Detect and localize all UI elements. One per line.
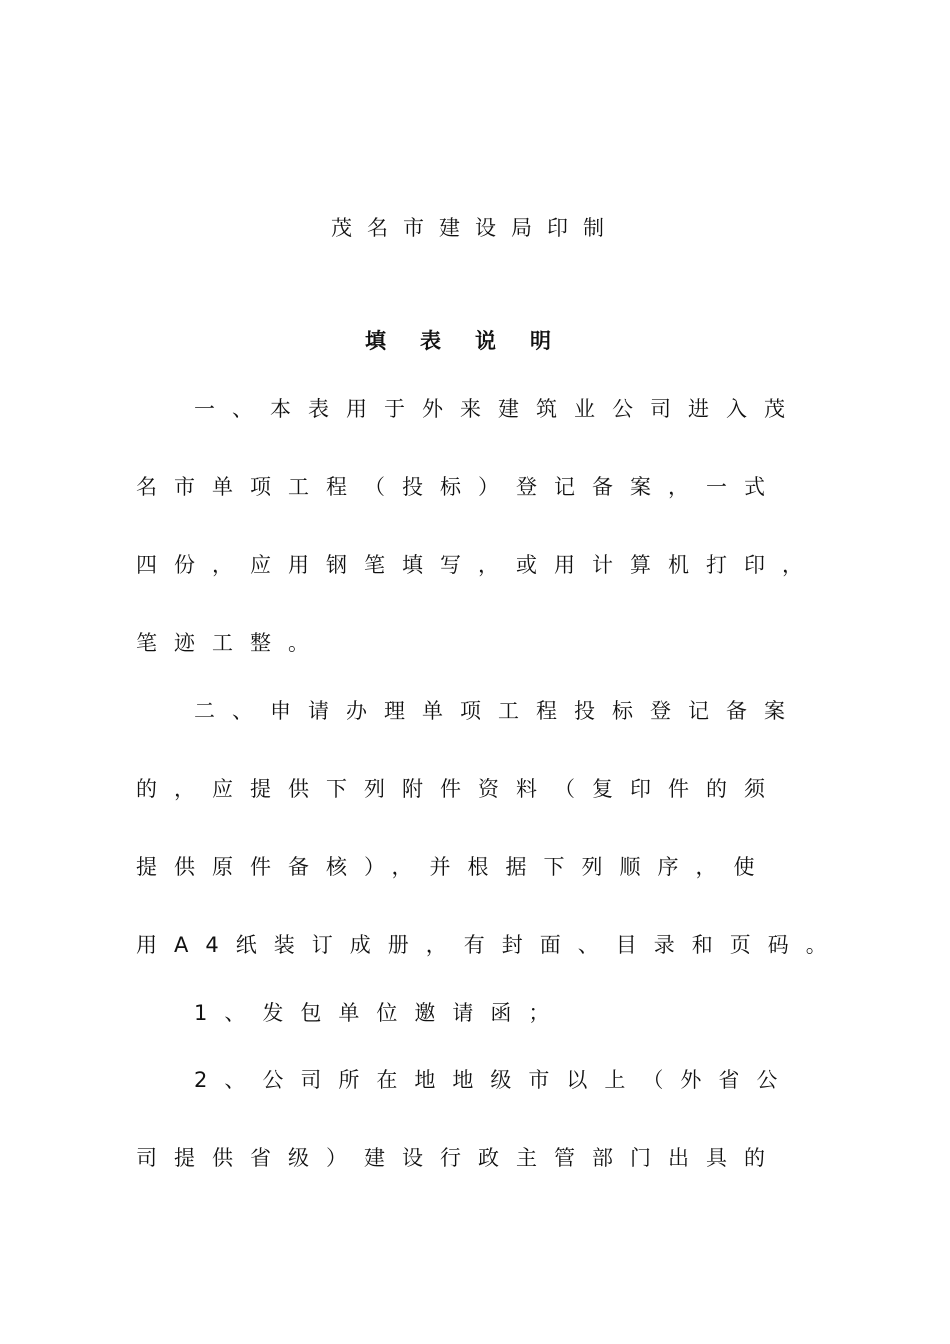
paragraph-1-line: 四份，应用钢笔填写，或用计算机打印，	[136, 553, 820, 577]
paragraph-2-line: 用A4纸装订成册，有封面、目录和页码。	[136, 933, 844, 957]
paragraph-2-line: 提供原件备核），并根据下列顺序，使	[136, 855, 772, 879]
list-item-line: 2、公司所在地地级市以上（外省公	[194, 1068, 795, 1092]
page-title: 填表说明	[365, 329, 585, 353]
paragraph-1-line: 一、本表用于外来建筑业公司进入茂	[194, 397, 802, 421]
list-item: 1、发包单位邀请函；	[194, 1001, 567, 1025]
paragraph-1-line: 笔迹工整。	[136, 631, 326, 655]
paragraph-2-line: 二、申请办理单项工程投标登记备案	[194, 699, 802, 723]
paragraph-2-line: 的，应提供下列附件资料（复印件的须	[136, 777, 782, 801]
list-item-line: 司提供省级）建设行政主管部门出具的	[136, 1146, 782, 1170]
paragraph-1-line: 名市单项工程（投标）登记备案，一式	[136, 475, 782, 499]
issuer-line: 茂名市建设局印制	[331, 216, 619, 240]
